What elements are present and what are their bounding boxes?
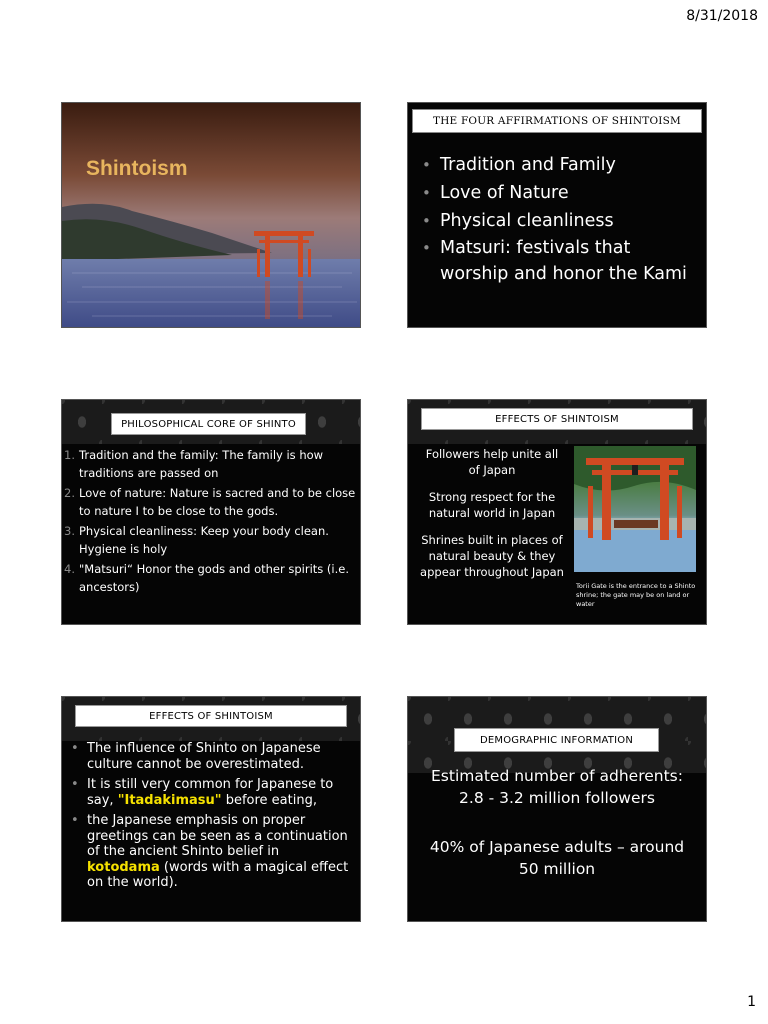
item-text: Physical cleanliness: Keep your body clean. Hygiene is holy xyxy=(79,524,329,556)
highlighted-term: kotodama xyxy=(87,859,160,875)
slide-1-title xyxy=(61,102,361,328)
adherents-text xyxy=(408,765,706,809)
bullet-text: before eating, xyxy=(221,792,317,808)
bullet-list xyxy=(62,741,349,896)
item-text: Tradition and the family: The family is how traditions are passed on xyxy=(79,448,324,480)
photo-caption: Torii Gate is the entrance to a Shinto shrine; the gate may be on land or water xyxy=(576,582,696,608)
adults-text xyxy=(408,836,706,880)
item-number: 4. xyxy=(64,562,75,576)
item-number: 1. xyxy=(64,448,75,462)
header-date: 8/31/2018 xyxy=(686,8,758,24)
slide-title: THE FOUR AFFIRMATIONS OF SHINTOISM xyxy=(412,109,702,133)
slide-2-affirmations xyxy=(407,102,707,328)
text-line: Estimated number of adherents: xyxy=(431,767,683,785)
slide-5-effects xyxy=(61,696,361,922)
item-number: 2. xyxy=(64,486,75,500)
item-number: 3. xyxy=(64,524,75,538)
torii-lake-image xyxy=(62,103,361,328)
slide-3-philosophical-core xyxy=(61,399,361,625)
slide-title: EFFECTS OF SHINTOISM xyxy=(421,408,693,430)
slide-title: EFFECTS OF SHINTOISM xyxy=(75,705,347,727)
item-text: "Matsuri“ Honor the gods and other spirits (i.e. ancestors) xyxy=(79,562,350,594)
torii-gate-photo xyxy=(574,446,696,572)
slide-4-effects xyxy=(407,399,707,625)
item-text: Love of nature: Nature is sacred and to be close to nature I to be close to the gods. xyxy=(79,486,356,518)
bullet-item: • The influence of Shinto on Japanese culture cannot be overestimated. xyxy=(87,741,349,772)
bullet-item xyxy=(87,813,349,891)
text-line: 50 million xyxy=(518,860,596,878)
slide-title: Shintoism xyxy=(86,157,188,180)
bullet-item: • Physical cleanliness xyxy=(440,207,698,235)
text-line: 40% of Japanese adults – around xyxy=(429,838,685,856)
bullet-text: (words with a magical effect on the world). xyxy=(87,859,349,890)
bullet-text: the Japanese emphasis on proper greetings can be seen as a continuation of the ancient Shinto belief in xyxy=(87,813,348,859)
bullet-item: • Matsuri: festivals that worship and honor the Kami xyxy=(440,235,698,287)
slide-title: PHILOSOPHICAL CORE OF SHINTO xyxy=(111,413,306,435)
effect-point: Followers help unite all of Japan xyxy=(425,447,559,477)
text-line: 2.8 - 3.2 million followers xyxy=(459,789,655,807)
page-number: 1 xyxy=(747,994,756,1010)
effect-point: Strong respect for the natural world in Japan xyxy=(428,490,556,520)
list-item xyxy=(62,484,359,520)
slide-title: DEMOGRAPHIC INFORMATION xyxy=(454,728,659,752)
bullet-item: • Tradition and Family xyxy=(440,151,698,179)
slide-6-demographics xyxy=(407,696,707,922)
numbered-list xyxy=(62,446,359,598)
effect-point: Shrines built in places of natural beauty & they appear throughout Japan xyxy=(420,533,564,579)
list-item xyxy=(62,446,359,482)
list-item xyxy=(62,522,359,558)
bullet-item xyxy=(87,777,349,808)
effects-column xyxy=(420,446,564,591)
bullet-list xyxy=(408,151,698,287)
list-item xyxy=(62,560,359,596)
highlighted-term: "Itadakimasu" xyxy=(117,792,222,808)
bullet-item: • Love of Nature xyxy=(440,179,698,207)
bullet-text: It is still very common for Japanese to say, xyxy=(87,777,334,808)
